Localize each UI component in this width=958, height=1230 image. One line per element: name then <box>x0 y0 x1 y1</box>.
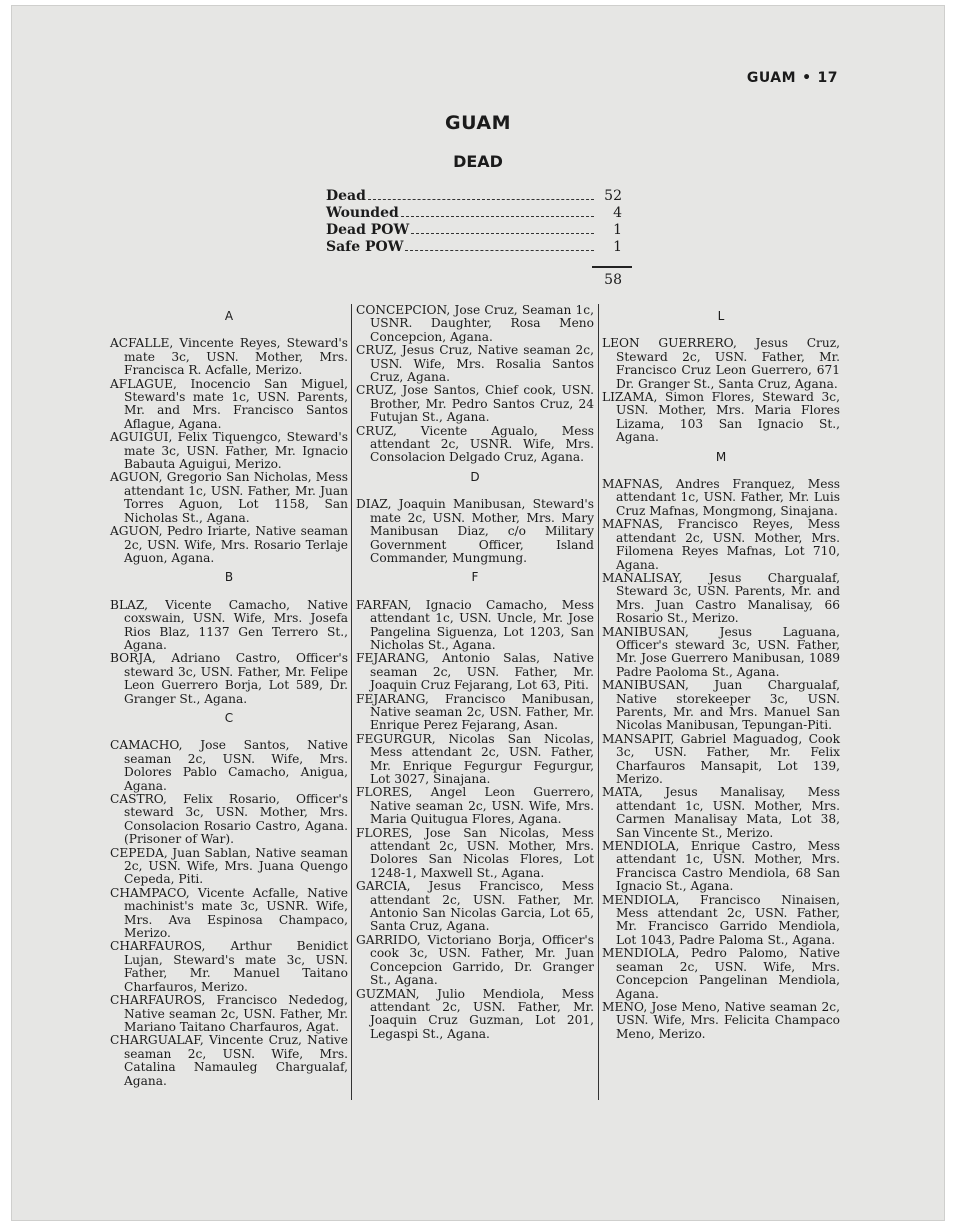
list-item: CEPEDA, Juan Sablan, Native seaman 2c, USN. Wife, Mrs. Juana Quengo Cepeda, Piti. <box>110 845 348 887</box>
list-item: AFLAGUE, Inocencio San Miguel, Steward's mate 1c, USN. Parents, Mr. and Mrs. Francisco Santos Aflague, Agana. <box>110 376 348 431</box>
list-item: CRUZ, Vicente Agualo, Mess attendant 2c, USNR. Wife, Mrs. Consolacion Delgado Cruz, Agana. <box>356 423 594 465</box>
list-item: GARRIDO, Victoriano Borja, Officer's cook 3c, USN. Father, Mr. Juan Concepcion Garrido, Dr. Granger St., Agana. <box>356 932 594 988</box>
summary-total: 58 <box>604 272 622 288</box>
section-letter-b: B <box>224 570 234 585</box>
list-item: MANSAPIT, Gabriel Maguadog, Cook 3c, USN. Father, Mr. Felix Charfauros Mansapit, Lot 139, Merizo. <box>602 731 840 786</box>
column-divider <box>351 304 352 1100</box>
header-separator: • <box>802 70 812 86</box>
page-subtitle: DEAD <box>453 152 503 171</box>
casualty-list <box>110 304 852 1104</box>
list-item: CHARFAUROS, Francisco Nededog, Native seaman 2c, USN. Father, Mr. Mariano Taitano Charfauros, Agat. <box>110 993 348 1034</box>
section-letter-d: D <box>470 469 480 484</box>
list-item: BLAZ, Vicente Camacho, Native coxswain, USN. Wife, Mrs. Josefa Rios Blaz, 1137 Gen Terrero St., Agana. <box>110 597 348 652</box>
document-page <box>12 6 944 1220</box>
list-item: MAFNAS, Francisco Reyes, Mess attendant 2c, USN. Mother, Mrs. Filomena Reyes Mafnas, Lot 710, Agana. <box>602 517 840 572</box>
column-3 <box>602 304 840 1041</box>
list-item: MENDIOLA, Pedro Palomo, Native seaman 2c, USN. Wife, Mrs. Concepcion Pangelinan Mendiola, Agana. <box>602 946 840 1001</box>
list-item: CRUZ, Jose Santos, Chief cook, USN. Brother, Mr. Pedro Santos Cruz, 24 Futujan St., Agana. <box>356 383 594 425</box>
summary-row-wounded <box>326 205 622 222</box>
list-item: MAFNAS, Andres Franquez, Mess attendant 1c, USN. Father, Mr. Luis Cruz Mafnas, Mongmong, Sinajana. <box>602 477 840 518</box>
list-item: MANIBUSAN, Juan Chargualaf, Native storekeeper 3c, USN. Parents, Mr. and Mrs. Manuel San Nicolas Manibusan, Tepungan-Piti. <box>602 678 840 733</box>
list-item: MANIBUSAN, Jesus Laguana, Officer's steward 3c, USN. Father, Mr. Jose Guerrero Manibusan, 1089 Padre Paoloma St., Agana. <box>602 624 840 679</box>
summary-value: 1 <box>613 239 622 255</box>
column-1 <box>110 304 348 1088</box>
list-item: MENDIOLA, Francisco Ninaisen, Mess attendant 2c, USN. Father, Mr. Francisco Garrido Mendiola, Lot 1043, Padre Paloma St., Agana. <box>602 892 840 947</box>
list-item: BORJA, Adriano Castro, Officer's steward 3c, USN. Father, Mr. Felipe Leon Guerrero Borja, Lot 589, Dr. Granger St., Agana. <box>110 651 348 706</box>
column-divider <box>598 304 599 1100</box>
section-letter-m: M <box>715 449 727 464</box>
summary-row-dead <box>326 188 622 205</box>
list-item: GUZMAN, Julio Mendiola, Mess attendant 2c, USN. Father, Mr. Joaquin Cruz Guzman, Lot 201, Legaspi St., Agana. <box>356 986 594 1041</box>
list-item: CONCEPCION, Jose Cruz, Seaman 1c, USNR. Daughter, Rosa Meno Concepcion, Agana. <box>356 303 594 344</box>
page-number: 17 <box>817 70 838 86</box>
list-item: AGUON, Gregorio San Nicholas, Mess attendant 1c, USN. Father, Mr. Juan Torres Aguon, Lot 1158, San Nicholas St., Agana. <box>110 470 348 525</box>
list-item: FLORES, Jose San Nicolas, Mess attendant 2c, USN. Mother, Mrs. Dolores San Nicolas Flores, Lot 1248-1, Maxwell St., Agana. <box>356 825 594 880</box>
casualty-summary <box>326 188 622 288</box>
list-item: MENO, Jose Meno, Native seaman 2c, USN. Wife, Mrs. Felicita Champaco Meno, Merizo. <box>602 999 840 1041</box>
list-item: GARCIA, Jesus Francisco, Mess attendant 2c, USN. Father, Mr. Antonio San Nicolas Garcia, Lot 65, Santa Cruz, Agana. <box>356 879 594 934</box>
summary-value: 52 <box>604 188 622 204</box>
list-item: FEJARANG, Antonio Salas, Native seaman 2c, USN. Father, Mr. Joaquin Cruz Fejarang, Lot 63, Piti. <box>356 651 594 693</box>
column-2 <box>356 304 594 1041</box>
list-item: AGUON, Pedro Iriarte, Native seaman 2c, USN. Wife, Mrs. Rosario Terlaje Aguon, Agana. <box>110 524 348 565</box>
section-letter-c: C <box>224 710 234 725</box>
summary-label: Dead <box>326 188 366 204</box>
page-title: GUAM <box>444 112 512 134</box>
summary-label: Wounded <box>326 205 399 221</box>
list-item: CHARFAUROS, Arthur Benidict Lujan, Steward's mate 3c, USN. Father, Mr. Manuel Taitano Charfauros, Merizo. <box>110 939 348 994</box>
list-item: MENDIOLA, Enrique Castro, Mess attendant 1c, USN. Mother, Mrs. Francisca Castro Mendiola, 68 San Ignacio St., Agana. <box>602 839 840 894</box>
list-item: FEGURGUR, Nicolas San Nicolas, Mess attendant 2c, USN. Father, Mr. Enrique Fegurgur Fegurgur, Lot 3027, Sinajana. <box>356 731 594 786</box>
summary-value: 4 <box>613 205 622 221</box>
list-item: LIZAMA, Simon Flores, Steward 3c, USN. Mother, Mrs. Maria Flores Lizama, 103 San Ignacio St., Agana. <box>602 390 840 445</box>
list-item: MANALISAY, Jesus Chargualaf, Steward 3c, USN. Parents, Mr. and Mrs. Juan Castro Manalisay, 66 Rosario St., Merizo. <box>602 570 840 626</box>
list-item: LEON GUERRERO, Jesus Cruz, Steward 2c, USN. Father, Mr. Francisco Cruz Leon Guerrero, 671 Dr. Granger St., Santa Cruz, Agana. <box>602 336 840 391</box>
section-letter-l: L <box>717 309 725 323</box>
list-item: FARFAN, Ignacio Camacho, Mess attendant 1c, USN. Uncle, Mr. Jose Pangelina Siguenza, Lot 1203, San Nicholas St., Agana. <box>356 597 594 652</box>
list-item: FEJARANG, Francisco Manibusan, Native seaman 2c, USN. Father, Mr. Enrique Perez Fejarang, Asan. <box>356 691 594 733</box>
list-item: AGUIGUI, Felix Tiquengco, Steward's mate 3c, USN. Father, Mr. Ignacio Babauta Aguigui, Merizo. <box>110 430 348 472</box>
list-item: MATA, Jesus Manalisay, Mess attendant 1c, USN. Mother, Mrs. Carmen Manalisay Mata, Lot 38, San Vincente St., Merizo. <box>602 785 840 840</box>
total-rule <box>592 266 632 268</box>
section-letter-a: A <box>224 309 234 323</box>
summary-value: 1 <box>613 222 622 238</box>
summary-label: Safe POW <box>326 239 404 255</box>
section-letter-f: F <box>471 570 479 585</box>
header-section: GUAM <box>746 70 797 86</box>
summary-label: Dead POW <box>326 222 410 238</box>
summary-row-safe-pow <box>326 239 622 256</box>
list-item: CRUZ, Jesus Cruz, Native seaman 2c, USN. Wife, Mrs. Rosalia Santos Cruz, Agana. <box>356 343 594 385</box>
list-item: FLORES, Angel Leon Guerrero, Native seaman 2c, USN. Wife, Mrs. Maria Quitugua Flores, Agana. <box>356 785 594 827</box>
list-item: CAMACHO, Jose Santos, Native seaman 2c, USN. Wife, Mrs. Dolores Pablo Camacho, Anigua, Agana. <box>110 738 348 793</box>
list-item: CASTRO, Felix Rosario, Officer's steward 3c, USN. Mother, Mrs. Consolacion Rosario Castro, Agana. (Prisoner of War). <box>110 792 348 847</box>
summary-row-dead-pow <box>326 222 622 239</box>
list-item: CHAMPACO, Vicente Acfalle, Native machinist's mate 3c, USNR. Wife, Mrs. Ava Espinosa Champaco, Merizo. <box>110 885 348 941</box>
list-item: DIAZ, Joaquin Manibusan, Steward's mate 2c, USN. Mother, Mrs. Mary Manibusan Diaz, c/o Military Government Officer, Island Commander, Mungmung. <box>356 497 594 565</box>
list-item: CHARGUALAF, Vincente Cruz, Native seaman 2c, USN. Wife, Mrs. Catalina Namauleg Chargualaf, Agana. <box>110 1033 348 1088</box>
list-item: ACFALLE, Vincente Reyes, Steward's mate 3c, USN. Mother, Mrs. Francisca R. Acfalle, Merizo. <box>110 336 348 378</box>
running-header <box>747 70 838 86</box>
